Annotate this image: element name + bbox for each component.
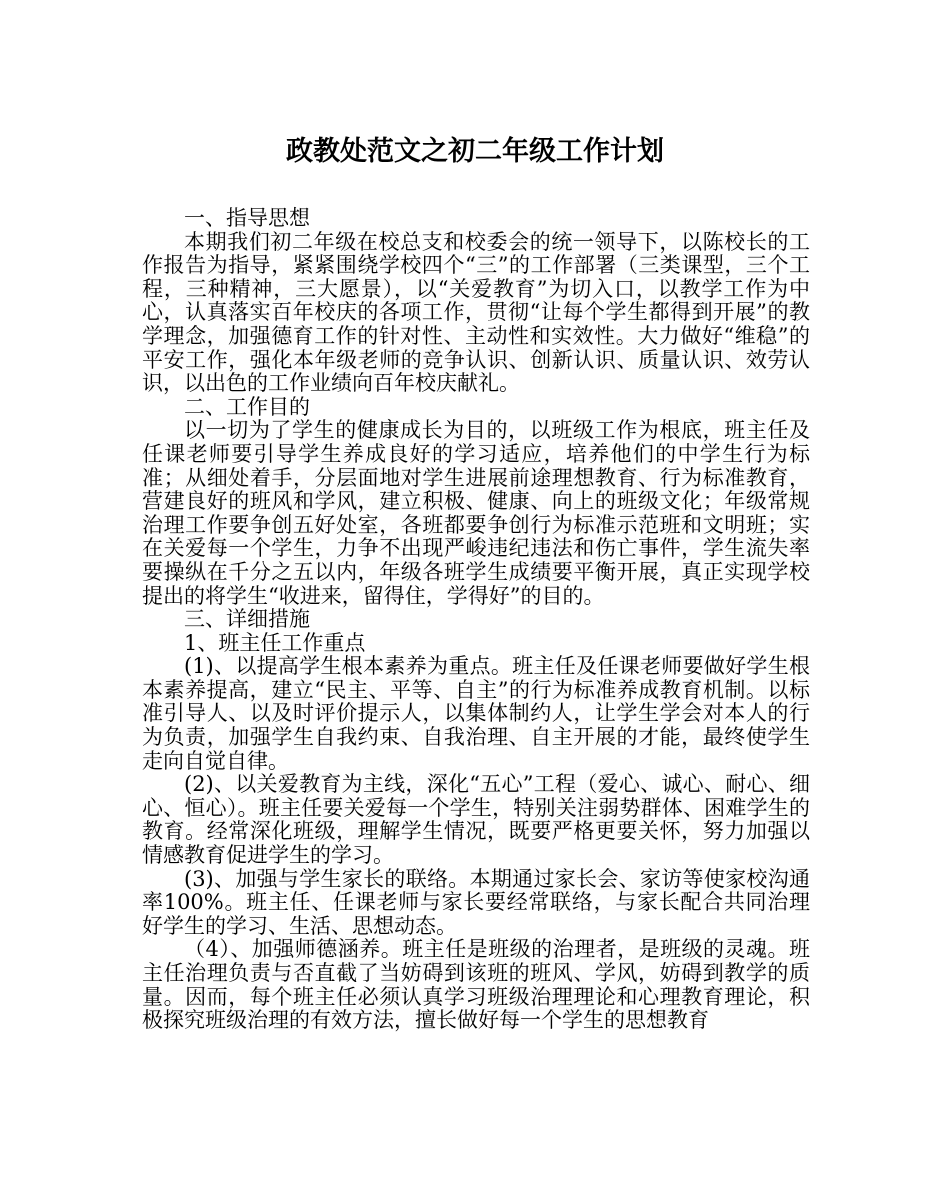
section-heading-measures: 三、详细措施 bbox=[184, 607, 310, 632]
paragraph: 本期我们初二年级在校总支和校委会的统一领导下，以陈校长的工作报告为指导，紧紧围绕学校四个“三”的工作部署（三类课型，三个工程，三种精神，三大愿景），以“关爱教育”为切入口，以教学工作为中心，认真落实百年校庆的各项工作，贯彻“让每个学生都得到开展”的教学理念，加强德育工作的针对性、主动性和实效性。大力做好“维稳”的平安工作，强化本年级老师的竞争认识、创新认识、质量认识、效劳认识，以出色的工作业绩向百年校庆献礼。 bbox=[142, 229, 810, 396]
subsection-heading-class-teacher: 1、班主任工作重点 bbox=[184, 630, 366, 655]
section-heading-guiding-ideology: 一、指导思想 bbox=[184, 206, 310, 230]
paragraph: (2)、以关爱教育为主线，深化“五心”工程（爱心、诚心、耐心、细心、恒心）。班主任要关爱每一个学生，特别关注弱势群体、困难学生的教育。经常深化班级，理解学生情况，既要严格更要关怀，努力加强以情感教育促进学生的学习。 bbox=[142, 772, 810, 868]
document-title: 政教处范文之初二年级工作计划 bbox=[286, 136, 664, 167]
paragraph: (1)、以提高学生根本素养为重点。班主任及任课老师要做好学生根本素养提高，建立“民主、平等、自主”的行为标准养成教育机制。以标准引导人、以及时评价提示人，以集体制约人，让学生学会对本人的行为负责，加强学生自我约束、自我治理、自主开展的才能，最终使学生走向自觉自律。 bbox=[142, 654, 810, 773]
document-body bbox=[142, 207, 810, 1033]
paragraph: (3)、加强与学生家长的联络。本期通过家长会、家访等使家校沟通率100%。班主任、任课老师与家长要经常联络，与家长配合共同治理好学生的学习、生活、思想动态。 bbox=[142, 866, 810, 938]
paragraph: 以一切为了学生的健康成长为目的，以班级工作为根底，班主任及任课老师要引导学生养成良好的学习适应，培养他们的中学生行为标准；从细处着手，分层面地对学生进展前途理想教育、行为标准教育，营建良好的班风和学风，建立积极、健康、向上的班级文化；年级常规治理工作要争创五好处室，各班都要争创行为标准示范班和文明班；实在关爱每一个学生，力争不出现严峻违纪违法和伤亡事件，学生流失率要操纵在千分之五以内，年级各班学生成绩要平衡开展，真正实现学校提出的将学生“收进来，留得住，学得好”的目的。 bbox=[142, 418, 810, 608]
paragraph: （4）、加强师德涵养。班主任是班级的治理者，是班级的灵魂。班主任治理负责与否直截了当妨碍到该班的班风、学风，妨碍到教学的质量。因而，每个班主任必须认真学习班级治理理论和心理教育理论，积极探究班级治理的有效方法，擅长做好每一个学生的思想教育 bbox=[142, 937, 810, 1033]
section-heading-work-goals: 二、工作目的 bbox=[184, 394, 310, 419]
